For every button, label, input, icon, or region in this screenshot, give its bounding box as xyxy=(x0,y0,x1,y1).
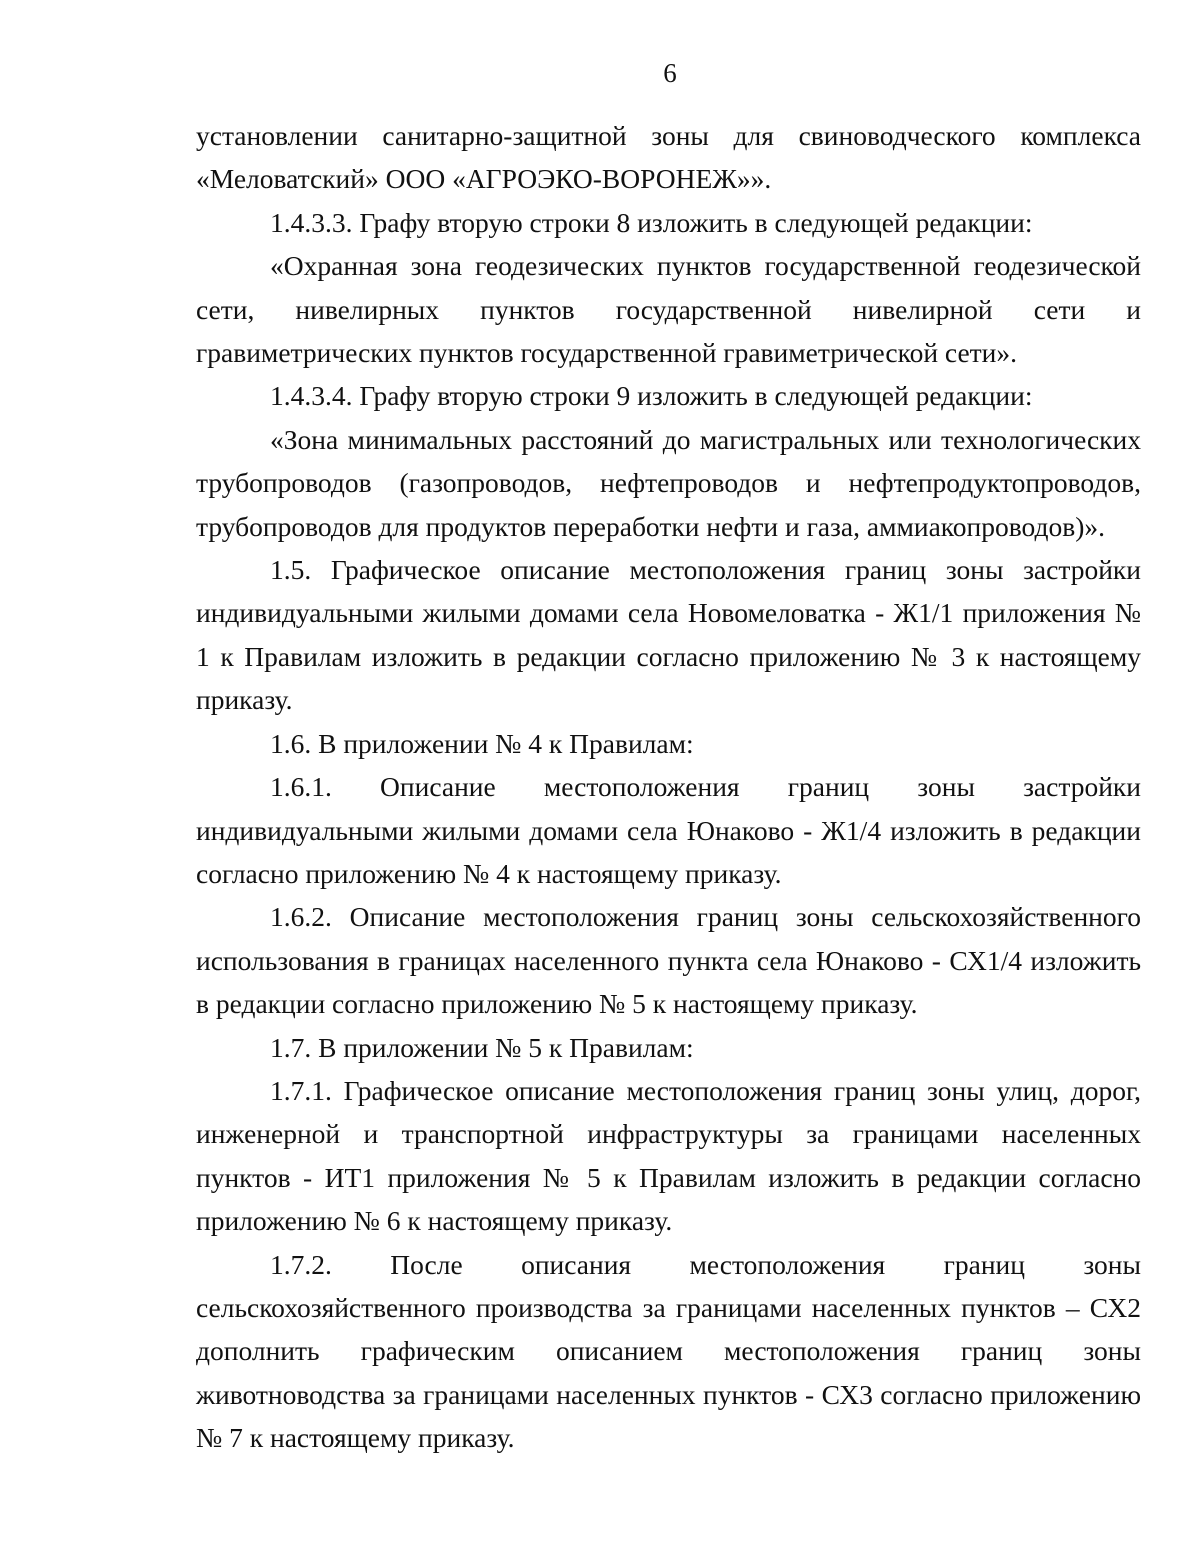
paragraph-quote-pipeline-zone: «Зона минимальных расстояний до магистральных или технологических трубопроводов (газопроводов, нефтепроводов и нефтепродуктопроводов, трубопроводов для продуктов переработки нефти и газа, аммиакопроводов)». xyxy=(196,423,1141,542)
paragraph-1-4-3-3: 1.4.3.3. Графу вторую строки 8 изложить в следующей редакции: xyxy=(270,206,1033,238)
paragraph-1-5: 1.5. Графическое описание местоположения границ зоны застройки индивидуальными жилыми домами села Новомеловатка - Ж1/1 приложения № 1 к Правилам изложить в редакции согласно приложению № 3 к настоящему приказу. xyxy=(196,554,1141,716)
paragraph-continuation: установлении санитарно-защитной зоны для свиноводческого комплекса «Меловатский» ООО «АГРОЭКО-ВОРОНЕЖ»». xyxy=(196,120,1141,195)
paragraph-1-6: 1.6. В приложении № 4 к Правилам: xyxy=(270,727,694,759)
paragraph-1-7: 1.7. В приложении № 5 к Правилам: xyxy=(270,1031,694,1063)
document-body xyxy=(196,114,1141,1460)
paragraph-1-4-3-4: 1.4.3.4. Графу вторую строки 9 изложить в следующей редакции: xyxy=(270,380,1033,412)
page-number: 6 xyxy=(663,58,677,88)
paragraph-1-6-1: 1.6.1. Описание местоположения границ зоны застройки индивидуальными жилыми домами села Юнаково - Ж1/4 изложить в редакции согласно приложению № 4 к настоящему приказу. xyxy=(196,771,1141,889)
paragraph-quote-geodetic-zone: «Охранная зона геодезических пунктов государственной геодезической сети, нивелирных пунктов государственной нивелирной сети и гравиметрических пунктов государственной гравиметрической сети». xyxy=(196,250,1141,369)
paragraph-1-7-1: 1.7.1. Графическое описание местоположения границ зоны улиц, дорог, инженерной и транспортной инфраструктуры за границами населенных пунктов - ИТ1 приложения № 5 к Правилам изложить в редакции согласно приложению № 6 к настоящему приказу. xyxy=(196,1074,1141,1237)
paragraph-1-7-2: 1.7.2. После описания местоположения границ зоны сельскохозяйственного производства за границами населенных пунктов – СХ2 дополнить графическим описанием местоположения границ зоны животноводства за границами населенных пунктов - СХ3 согласно приложению № 7 к настоящему приказу. xyxy=(196,1248,1141,1454)
paragraph-1-6-2: 1.6.2. Описание местоположения границ зоны сельскохозяйственного использования в границах населенного пункта села Юнаково - СХ1/4 изложить в редакции согласно приложению № 5 к настоящему приказу. xyxy=(196,901,1141,1020)
